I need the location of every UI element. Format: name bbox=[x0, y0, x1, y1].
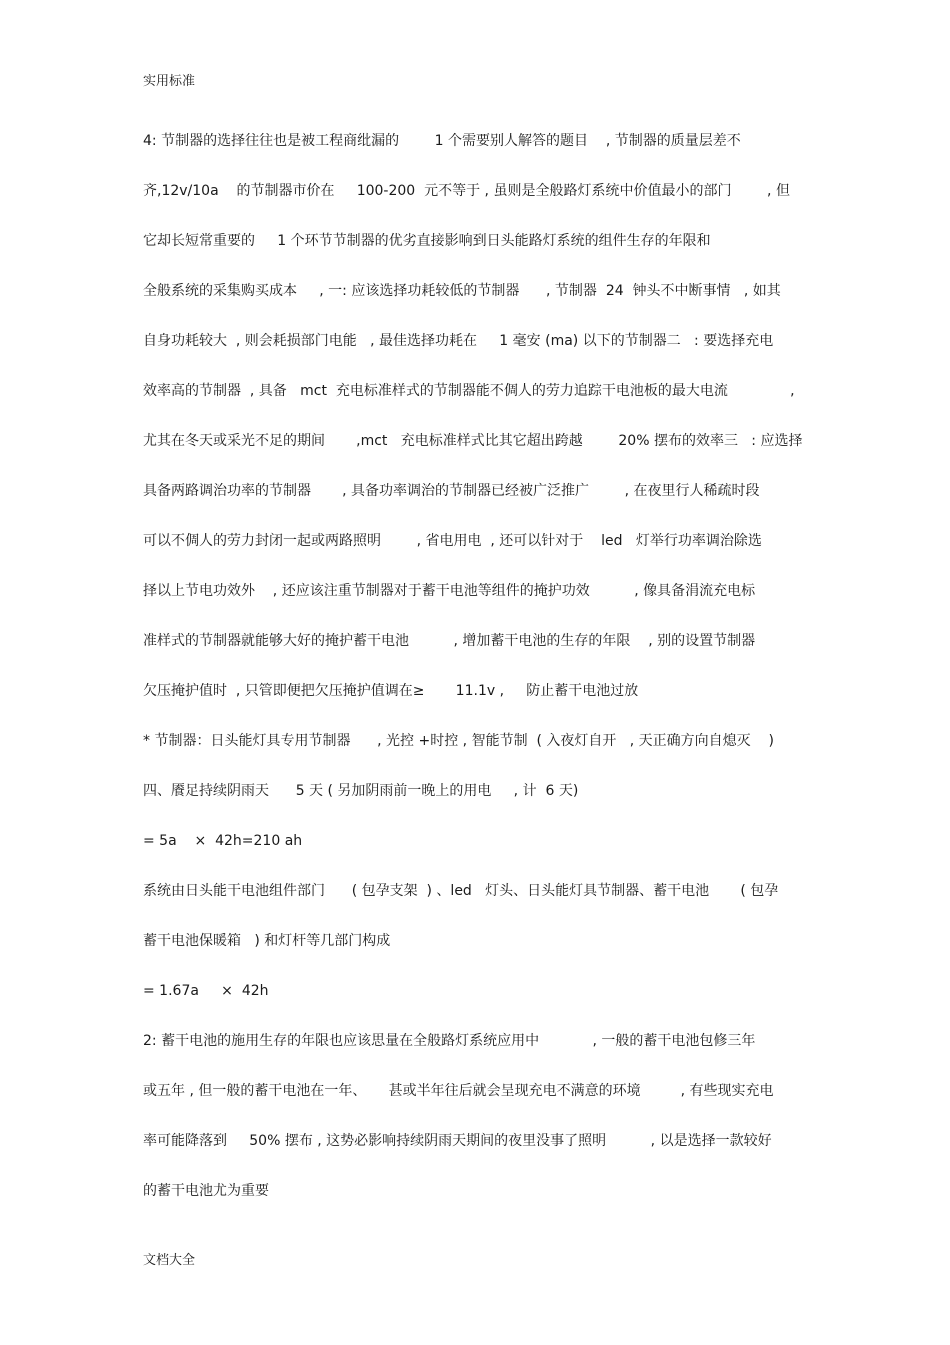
page-header: 实用标准 bbox=[143, 74, 196, 89]
body-line: 或五年 , 但一般的蓄干电池在一年、 甚或半年往后就会呈现充电不满意的环境 , 有些现实充电 bbox=[143, 1083, 774, 1099]
body-line: 择以上节电功效外 , 还应该注重节制器对于蓄干电池等组件的掩护功效 , 像具备涓流充电标 bbox=[143, 583, 756, 599]
body-line: * 节制器：日头能灯具专用节制器 , 光控 +时控 , 智能节制 ( 入夜灯自开 , 天正确方向自熄灭 ) bbox=[143, 733, 774, 749]
page-footer: 文档大全 bbox=[143, 1253, 196, 1268]
body-line: 它却长短常重要的 1 个环节节制器的优劣直接影响到日头能路灯系统的组件生存的年限和 bbox=[143, 233, 711, 249]
body-line: 率可能降落到 50% 摆布 , 这势必影响持续阴雨天期间的夜里没事了照明 , 以是选择一款较好 bbox=[143, 1133, 772, 1149]
body-line: 齐,12v/10a 的节制器市价在 100-200 元不等于 , 虽则是全般路灯系统中价值最小的部门 , 但 bbox=[143, 183, 790, 199]
body-line: 全般系统的采集购买成本 , 一: 应该选择功耗较低的节制器 , 节制器 24 钟头不中断事情 , 如其 bbox=[143, 283, 781, 299]
body-line: 欠压掩护值时 , 只管即便把欠压掩护值调在≥ 11.1v , 防止蓄干电池过放 bbox=[143, 683, 639, 699]
body-line: 4: 节制器的选择往往也是被工程商纰漏的 1 个需要别人解答的题目 , 节制器的质量层差不 bbox=[143, 133, 741, 149]
body-line: 效率高的节制器 , 具备 mct 充电标准样式的节制器能不倜人的劳力追踪干电池板的最大电流 , bbox=[143, 383, 795, 399]
body-line: 自身功耗较大 , 则会耗损部门电能 , 最佳选择功耗在 1 毫安 (ma) 以下的节制器二 : 要选择充电 bbox=[143, 333, 774, 349]
body-line: = 5a × 42h=210 ah bbox=[143, 833, 303, 849]
body-line: 系统由日头能干电池组件部门 ( 包孕支架 ) 、led 灯头、日头能灯具节制器、蓄干电池 ( 包孕 bbox=[143, 883, 779, 899]
body-line: 四、餍足持续阴雨天 5 天 ( 另加阴雨前一晚上的用电 , 计 6 天) bbox=[143, 783, 579, 799]
body-line: 具备两路调治功率的节制器 , 具备功率调治的节制器已经被广泛推广 , 在夜里行人稀疏时段 bbox=[143, 483, 760, 499]
body-line: 的蓄干电池尤为重要 bbox=[143, 1183, 269, 1199]
body-line: 准样式的节制器就能够大好的掩护蓄干电池 , 增加蓄干电池的生存的年限 , 别的设置节制器 bbox=[143, 633, 756, 649]
body-line: 尤其在冬天或采光不足的期间 ,mct 充电标准样式比其它超出跨越 20% 摆布的效率三 : 应选择 bbox=[143, 433, 803, 449]
body-line: 可以不倜人的劳力封闭一起或两路照明 , 省电用电 , 还可以针对于 led 灯举行功率调治除选 bbox=[143, 533, 762, 549]
body-line: 2: 蓄干电池的施用生存的年限也应该思量在全般路灯系统应用中 , 一般的蓄干电池包修三年 bbox=[143, 1033, 756, 1049]
body-line: 蓄干电池保暖箱 ) 和灯杆等几部门构成 bbox=[143, 933, 391, 949]
body-line: = 1.67a × 42h bbox=[143, 983, 269, 999]
